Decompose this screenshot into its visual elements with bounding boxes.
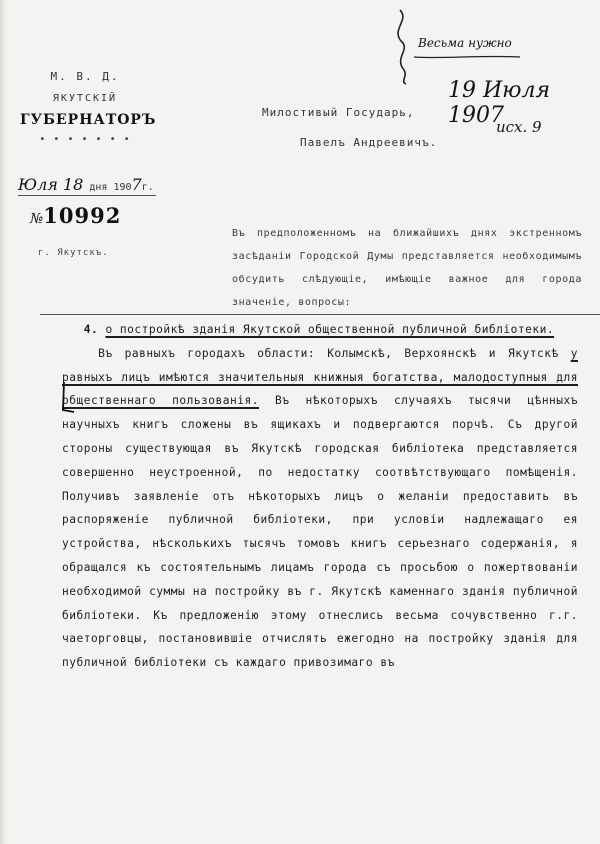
fold-line — [40, 314, 600, 315]
document-number — [30, 203, 121, 228]
letterhead-ministry: М. В. Д. — [50, 70, 120, 83]
letterhead-region: ЯКУТСКІЙ — [52, 93, 118, 104]
handwritten-brace-mark — [380, 6, 420, 86]
letterhead-ornament: • • • • • • • — [39, 134, 131, 145]
point-text: о постройкѣ зданія Якутской общественной публичной библіотеки. — [105, 323, 555, 336]
page-edge-shadow — [0, 0, 6, 844]
salutation-line-1: Милостивый Государь, — [262, 106, 415, 119]
letterhead-office: ГУБЕРНАТОРЪ — [20, 112, 157, 128]
body-part-2: Въ нѣкоторыхъ случаяхъ тысячи цѣнныхъ научныхъ книгъ сложены въ ящикахъ и подвергаются порчѣ. Съ другой стороны существующая въ Якутскѣ городская библіотека представляется совершенно неустроенной, по недостатку соотвѣтствующаго помѣщенія. Получивъ заявленіе отъ нѣкоторыхъ лицъ о желаніи предоставить въ распоряженіе публичной библіотеки, при условіи надлежащаго ея устройства, нѣсколькихъ тысячъ томовъ книгъ серьезнаго содержанія, я обращался къ состоятельнымъ лицамъ города съ просьбою о пожертвованіи необходимой суммы на постройку въ г. Якутскѣ каменнаго зданія публичной библіотеки. Къ предложенію этому отнеслись весьма сочувственно г.г. чаеторговцы, постановившіе отчислять ежегодно на постройку зданія для публичной библіотеки съ каждаго привозимаго въ — [62, 394, 579, 670]
body-paragraph — [62, 342, 578, 675]
date-handwritten: Юля 18 — [18, 175, 84, 194]
letterhead-city: г. Якутскъ. — [38, 248, 109, 258]
handwritten-note-top: Весьма нужно — [418, 36, 512, 50]
date-year-handwritten: 7 — [131, 175, 142, 194]
body-part-1: Въ равныхъ городахъ области: Колымскѣ, Верхоянскѣ и Якутскѣ — [98, 346, 571, 360]
main-text — [62, 318, 578, 675]
salutation-line-2: Павелъ Андреевичъ. — [300, 136, 438, 149]
date-year: 190 — [113, 182, 132, 193]
number-prefix: № — [30, 211, 44, 227]
handwritten-sub-note: исх. 9 — [496, 118, 542, 136]
intro-paragraph: Въ предположенномъ на ближайшихъ днях экстренномъ засѣданіи Городской Думы представляется необходимымъ обсудить слѣдующіе, имѣющіе важное для города значеніе, вопросы: — [232, 228, 582, 308]
handwritten-margin-mark — [60, 380, 76, 416]
handwritten-underline — [412, 54, 522, 60]
number-value: 10992 — [43, 203, 122, 228]
letterhead-date — [18, 175, 156, 196]
letterhead — [20, 70, 157, 145]
handwritten-date: 19 Июля 1907 — [448, 78, 551, 128]
date-day-label: дня — [89, 182, 108, 193]
point-number: 4. — [83, 323, 99, 336]
agenda-point — [62, 318, 578, 342]
date-suffix: г. — [141, 182, 154, 193]
body-part-underlined: у равныхъ лицъ имѣются значительныя книжныя богатства, малодоступныя для общественнаго пользованія. — [62, 346, 578, 408]
